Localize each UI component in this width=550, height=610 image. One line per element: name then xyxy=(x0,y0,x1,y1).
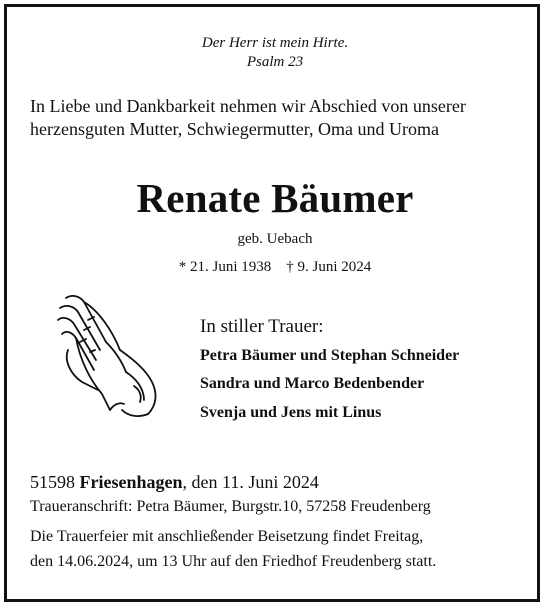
mourners-heading: In stiller Trauer: xyxy=(200,316,324,337)
city-name: Friesenhagen xyxy=(79,472,183,492)
mourning-address: Traueranschrift: Petra Bäumer, Burgstr.10, 57258 Freudenberg xyxy=(30,498,431,515)
ceremony-line-1: Die Trauerfeier mit anschließender Beisetzung findet Freitag, xyxy=(30,528,424,545)
praying-hands-icon xyxy=(50,290,170,420)
mourner-3: Svenja und Jens mit Linus xyxy=(200,404,382,421)
mourner-1: Petra Bäumer und Stephan Schneider xyxy=(200,347,460,364)
bible-quote: Der Herr ist mein Hirte. xyxy=(201,35,349,51)
intro-line-2: herzensguten Mutter, Schwiegermutter, Oma und Uroma xyxy=(30,119,439,139)
birth-name: geb. Uebach xyxy=(237,231,313,247)
mourner-2: Sandra und Marco Bedenbender xyxy=(200,375,425,392)
deceased-name: Renate Bäumer xyxy=(136,175,414,221)
bible-reference: Psalm 23 xyxy=(246,54,304,70)
place-and-date xyxy=(30,472,319,493)
notice-date: , den 11. Juni 2024 xyxy=(182,472,319,492)
ceremony-line-2: den 14.06.2024, um 13 Uhr auf den Friedhof Freudenberg statt. xyxy=(30,553,437,570)
life-dates: * 21. Juni 1938 † 9. Juni 2024 xyxy=(178,259,372,275)
zip-code: 51598 xyxy=(30,472,75,492)
intro-line-1: In Liebe und Dankbarkeit nehmen wir Abschied von unserer xyxy=(30,96,466,116)
